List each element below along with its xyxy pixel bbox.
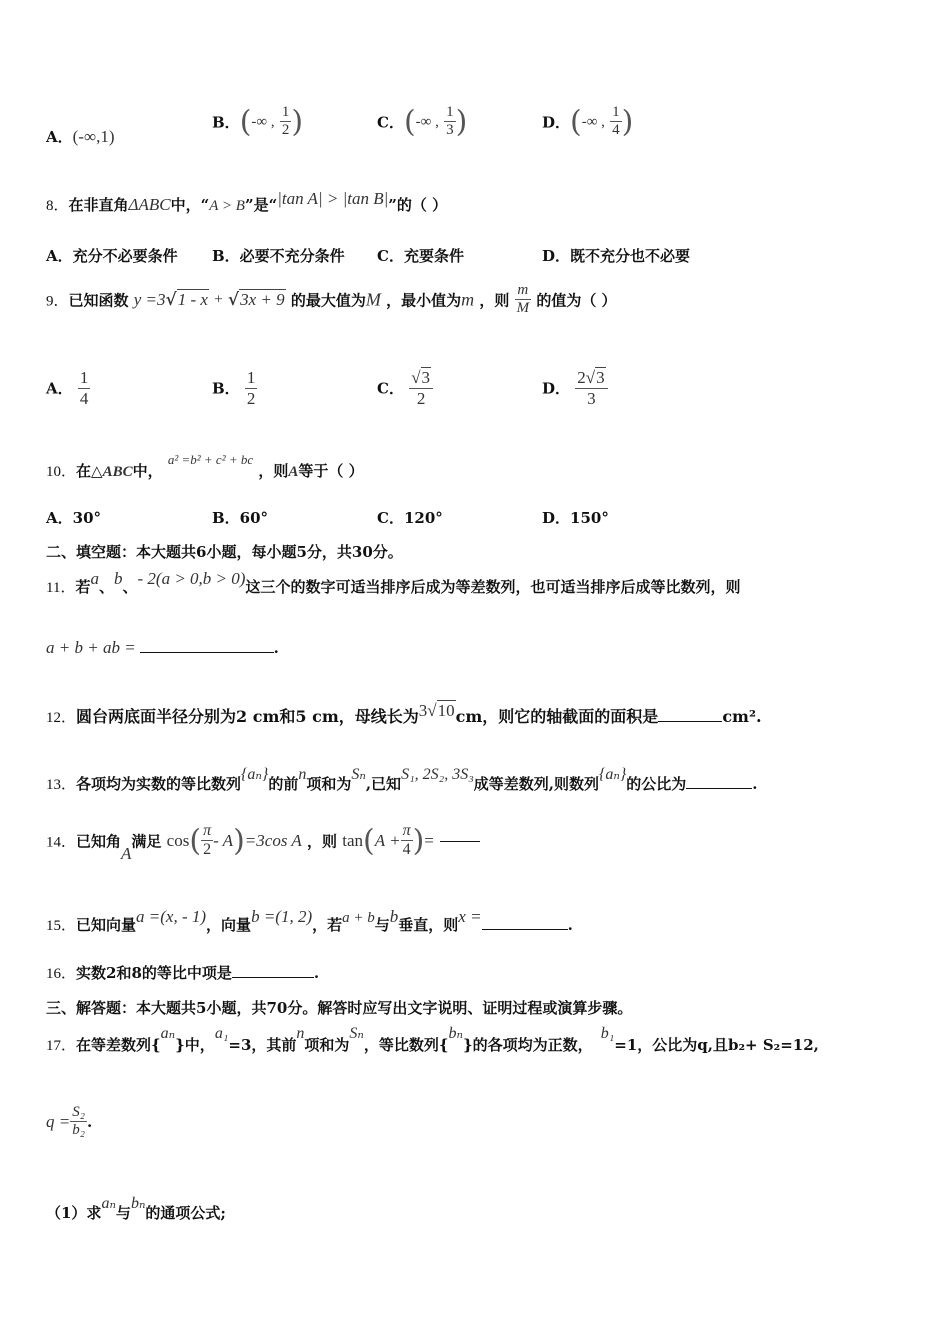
question-13: 13．各项均为实数的等比数列{aₙ}的前n项和为Sₙ,已知S₁, 2S₂, 3S₃成等差数列,则数列{aₙ}的公比为 . [46,766,758,793]
q17-formula-line: q = $\frac{\text{S₂}}{\text{b₂}}$ . [46,1104,93,1139]
q9-option-c: C． $\frac{√3}{2}$ [377,368,433,408]
section-2-heading: 二、填空题：本大题共6小题，每小题5分，共30分。 [46,543,403,561]
question-11: 11．若a、b、- 2(a > 0,b > 0)这三个的数字可适当排序后成为等差数列，也可适当排序后成等比数列，则 [46,569,741,596]
question-14: 14．已知角A满足 cos( $\frac{\pi}{2}$ - A)=3cos A ，则 tan(A + $\frac{\pi}{4}$ )= [46,822,480,864]
q10-option-d: D．150° [542,509,609,527]
q8-option-b: B．必要不充分条件 [212,247,345,265]
question-16: 16．实数2和8的等比中项是 . [46,964,320,982]
question-15: 15．已知向量a =(x, - 1)，向量b =(1, 2)，若a + b与b垂直，则x = . [46,907,573,934]
q7-option-d: D．(-∞ , $\frac{1}{4}$ ) [542,104,634,140]
question-8: 8．在非直角ΔABC中，“A > B”是“|tan A| > |tan B|”的（ ） [46,189,448,214]
q10-option-c: C．120° [377,509,443,527]
q13-answer-blank[interactable] [686,787,752,789]
q7-option-b: B．(-∞ , $\frac{1}{2}$ ) [212,104,304,140]
q11-answer-blank[interactable] [140,651,274,653]
q9-option-d: D． $\frac{2√3}{3}$ [542,368,608,408]
q7-option-a: A．(-∞,1) [46,127,115,146]
section-3-heading: 三、解答题：本大题共5小题，共70分。解答时应写出文字说明、证明过程或演算步骤。 [46,999,633,1017]
q7-option-c: C．(-∞ , $\frac{1}{3}$ ) [377,104,468,140]
q17-subquestion-1: （1）求aₙ与bₙ的通项公式; [46,1195,226,1222]
question-9: 9．已知函数 y =3√1 - x + √3x + 9 的最大值为M ，最小值为m ，则 $\frac{m}{M}$ 的值为（ ） [46,282,617,317]
question-17: 17．在等差数列{aₙ}中，a₁=3，其前n项和为Sₙ，等比数列{bₙ}的各项均为正数，b₁=1，公比为q,且b₂+ S₂=12, [46,1025,819,1054]
q8-option-a: A．充分不必要条件 [46,247,178,265]
question-12: 12．圆台两底面半径分别为2 cm和5 cm，母线长为3√10cm，则它的轴截面的面积是 cm². [46,701,762,726]
q16-answer-blank[interactable] [232,976,314,978]
q11-answer-line: a + b + ab = . [46,638,279,657]
q12-answer-blank[interactable] [658,720,722,722]
q9-option-b: B． $\frac{1}{2}$ [212,368,256,408]
q9-option-a: A． $\frac{1}{4}$ [46,368,89,408]
q15-answer-blank[interactable] [482,928,568,930]
q8-option-c: C．充要条件 [377,247,464,265]
q10-option-b: B．60° [212,509,269,527]
q8-option-d: D．既不充分也不必要 [542,247,691,265]
q14-answer-blank[interactable] [440,840,480,842]
q10-option-a: A．30° [46,509,102,527]
question-10: 10．在△ABC中， a² =b² + c² + bc ，则A等于（ ） [46,452,364,480]
